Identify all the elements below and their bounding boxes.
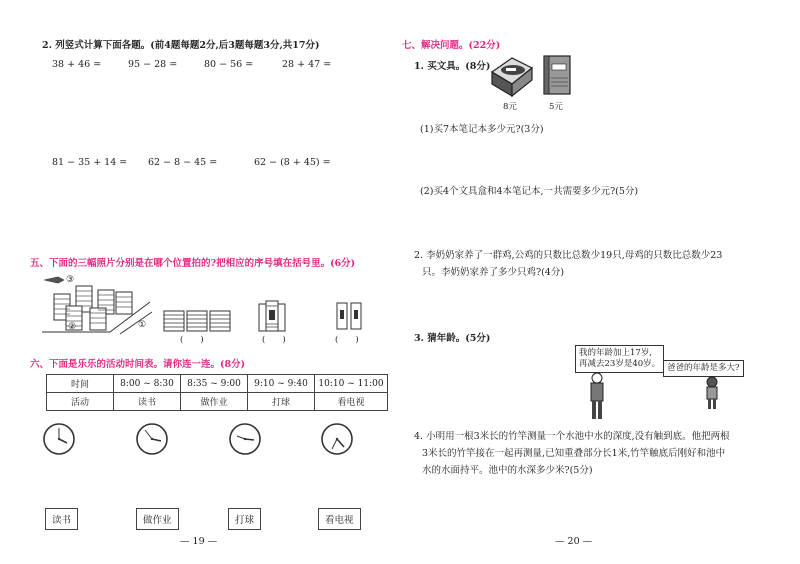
- q1-title: 1. 买文具。(8分): [414, 61, 491, 72]
- activity-label-reading[interactable]: 读书: [45, 508, 78, 530]
- table-cell: 活动: [47, 393, 114, 411]
- price-pencil-case: 8元: [503, 102, 517, 112]
- price-notebook: 5元: [549, 102, 563, 112]
- q4-line1: 4. 小明用一根3米长的竹竿测量一个水池中水的深度,没有触到底。他把两根: [414, 431, 730, 442]
- table-cell: 读书: [114, 393, 181, 411]
- position-marker-2: ②: [68, 322, 77, 332]
- section6-title: 六、下面是乐乐的活动时间表。请你连一连。(8分): [30, 359, 246, 370]
- table-row-time: [47, 375, 388, 393]
- table-cell: 做作业: [181, 393, 248, 411]
- table-cell: 8:00 ~ 8:30: [114, 375, 181, 393]
- schedule-table: [46, 374, 388, 411]
- notebook-icon: [541, 54, 573, 96]
- speech-bubble-child: 爸爸的年龄是多大?: [663, 360, 744, 377]
- speech-bubble-father: [575, 345, 664, 373]
- section7-title: 七、解决问题。(22分): [402, 40, 501, 51]
- q2-row1-item-2: 95 − 28 =: [128, 59, 178, 70]
- table-cell: 9:10 ~ 9:40: [248, 375, 315, 393]
- q4-line2: 3米长的竹竿接在一起再测量,已知重叠部分长1米,竹竿触底后刚好和池中: [422, 448, 726, 459]
- page-number-left: — 19 —: [180, 536, 218, 547]
- q2-title: 2. 列竖式计算下面各题。(前4题每题2分,后3题每题3分,共17分): [42, 40, 320, 51]
- father-figure-icon: [586, 372, 608, 422]
- q2-row1-item-4: 28 + 47 =: [282, 59, 332, 70]
- table-cell: 8:35 ~ 9:00: [181, 375, 248, 393]
- q1-part2: (2)买4个文具盒和4本笔记本,一共需要多少元?(5分): [420, 186, 639, 197]
- bubble-line: 再减去23岁是40岁。: [579, 359, 661, 369]
- photo-front-view: [163, 310, 231, 332]
- q2-row2-item-2: 62 − 8 − 45 =: [148, 157, 218, 168]
- child-figure-icon: [703, 376, 721, 410]
- position-marker-1: ①: [138, 320, 147, 330]
- clock-icon[interactable]: [228, 422, 262, 456]
- q2-line2: 只。李奶奶家养了多少只鸡?(4分): [422, 267, 565, 278]
- photo-back-view: [336, 302, 362, 330]
- table-row-activity: [47, 393, 388, 411]
- answer-paren-1[interactable]: ( ): [180, 335, 204, 345]
- pencil-case-icon: [486, 54, 534, 98]
- activity-label-homework[interactable]: 做作业: [136, 508, 179, 530]
- q2-row2-item-3: 62 − (8 + 45) =: [254, 157, 331, 168]
- section5-title: 五、下面的三幅照片分别是在哪个位置拍的?把相应的序号填在括号里。(6分): [30, 258, 356, 269]
- page-number-right: — 20 —: [555, 536, 593, 547]
- table-cell: 打球: [248, 393, 315, 411]
- q2-line1: 2. 李奶奶家养了一群鸡,公鸡的只数比总数少19只,母鸡的只数比总数少23: [414, 250, 723, 261]
- position-marker-3: ③: [66, 275, 75, 285]
- clock-icon[interactable]: [42, 422, 76, 456]
- q3-title: 3. 猜年龄。(5分): [414, 333, 491, 344]
- answer-paren-2[interactable]: ( ): [262, 335, 286, 345]
- q2-row1-item-3: 80 − 56 =: [204, 59, 254, 70]
- clock-icon[interactable]: [320, 422, 354, 456]
- q1-part1: (1)买7本笔记本多少元?(3分): [420, 124, 544, 135]
- q2-row2-item-1: 81 − 35 + 14 =: [52, 157, 128, 168]
- table-cell: 时间: [47, 375, 114, 393]
- table-cell: 看电视: [315, 393, 388, 411]
- bubble-line: 我的年龄加上17岁,: [579, 348, 653, 358]
- activity-label-ball[interactable]: 打球: [228, 508, 261, 530]
- table-cell: 10:10 ~ 11:00: [315, 375, 388, 393]
- q4-line3: 水的水面持平。池中的水深多少米?(5分): [422, 465, 593, 476]
- answer-paren-3[interactable]: ( ): [335, 335, 359, 345]
- photo-side-view: [258, 300, 286, 332]
- q2-row1-item-1: 38 + 46 =: [52, 59, 102, 70]
- clock-icon[interactable]: [135, 422, 169, 456]
- activity-label-tv[interactable]: 看电视: [318, 508, 361, 530]
